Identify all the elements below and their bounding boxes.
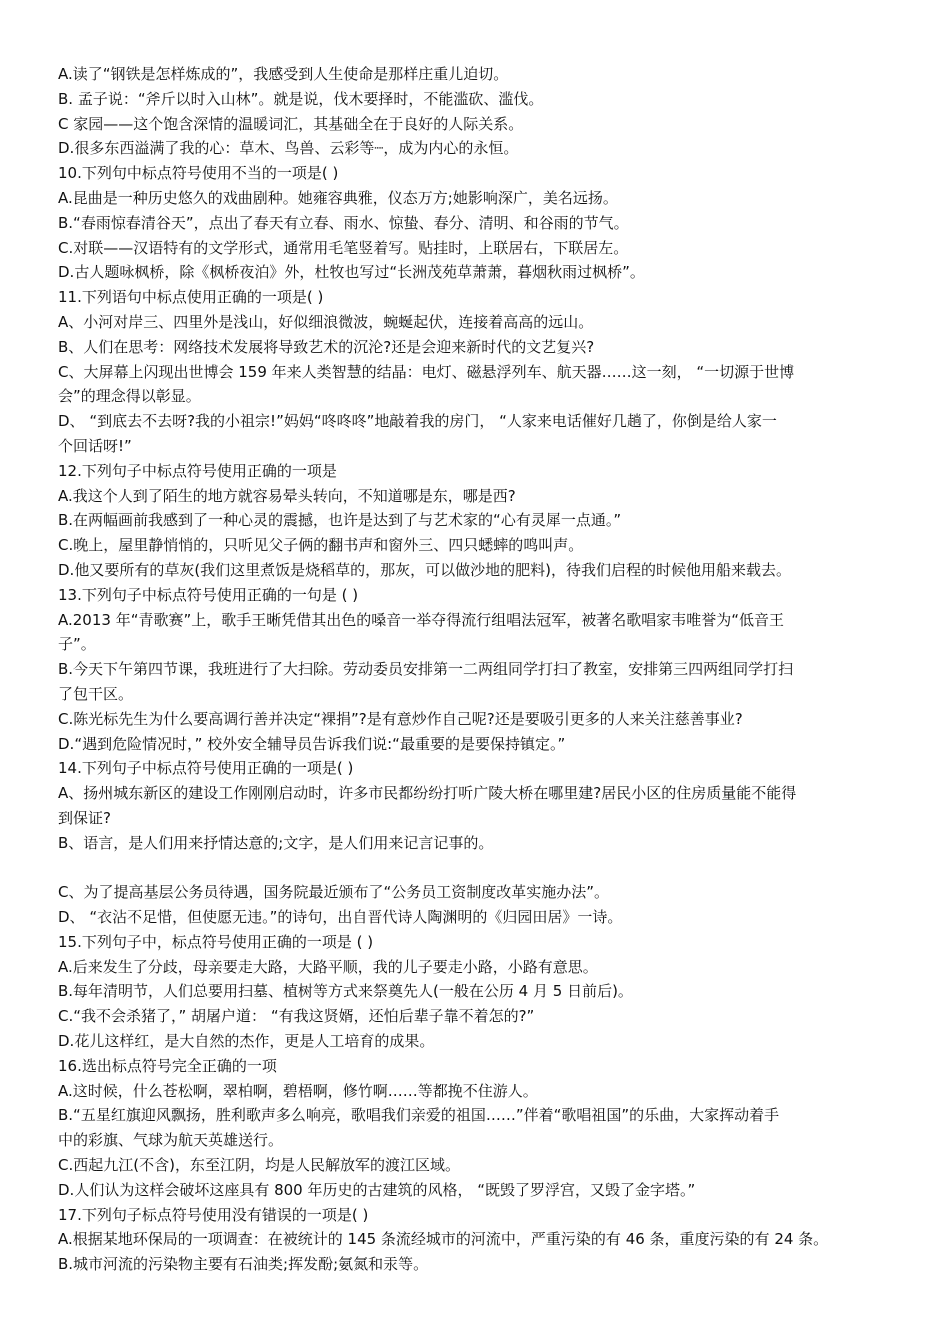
text-line: 中的彩旗、气球为航天英雄送行。 [58, 1131, 284, 1150]
text-line: C 家园——这个饱含深情的温暖词汇，其基础全在于良好的人际关系。 [58, 114, 524, 133]
text-line: A、扬州城东新区的建设工作刚刚启动时，许多市民都纷纷打听广陵大桥在哪里建?居民小区的住房质量能不能得 [58, 784, 797, 803]
text-line: B. 孟子说：“斧斤以时入山林”。就是说，伐木要择时，不能滥砍、滥伐。 [58, 89, 544, 108]
text-line: C.“我不会杀猪了，” 胡屠户道： “有我这贤婿，还怕后辈子靠不着怎的?” [58, 1007, 535, 1026]
question-stem: 17.下列句子标点符号使用没有错误的一项是( ) [58, 1205, 369, 1224]
question-stem: 10.下列句中标点符号使用不当的一项是( ) [58, 164, 339, 183]
question-stem: 16.选出标点符号完全正确的一项 [58, 1056, 277, 1075]
text-line: C.对联——汉语特有的文学形式，通常用毛笔竖着写。贴挂时，上联居右，下联居左。 [58, 238, 629, 257]
question-block-lower [58, 880, 896, 1277]
text-line: 子”。 [58, 635, 96, 654]
text-line: D.很多东西溢满了我的心：草木、鸟兽、云彩等┈，成为内心的永恒。 [58, 139, 519, 158]
question-stem: 14.下列句子中标点符号使用正确的一项是( ) [58, 759, 354, 778]
question-stem: 15.下列句子中，标点符号使用正确的一项是 ( ) [58, 932, 374, 951]
text-line: A、小河对岸三、四里外是浅山，好似细浪微波，蜿蜒起伏，连接着高高的远山。 [58, 312, 594, 331]
text-line: B.城市河流的污染物主要有石油类;挥发酚;氨氮和汞等。 [58, 1255, 429, 1274]
text-line: D.古人题咏枫桥，除《枫桥夜泊》外，杜牧也写过“长洲茂苑草萧萧，暮烟秋雨过枫桥”。 [58, 263, 645, 282]
text-line: 到保证? [58, 808, 111, 827]
text-line: A.我这个人到了陌生的地方就容易晕头转向，不知道哪是东，哪是西? [58, 486, 516, 505]
text-line: A.昆曲是一种历史悠久的戏曲剧种。她雍容典雅，仪态万方;她影响深广，美名远扬。 [58, 188, 618, 207]
text-line: B.“五星红旗迎风飘扬，胜利歌声多么响亮，歌唱我们亲爱的祖国……”伴着“歌唱祖国”的乐曲，大家挥动着手 [58, 1106, 780, 1125]
text-line: A.读了“钢铁是怎样炼成的”，我感受到人生使命是那样庄重儿迫切。 [58, 65, 509, 83]
text-line: A.根据某地环保局的一项调查：在被统计的 145 条流经城市的河流中，严重污染的有 46 条，重度污染的有 24 条。 [58, 1230, 829, 1249]
text-line: C、为了提高基层公务员待遇，国务院最近颁布了“公务员工资制度改革实施办法”。 [58, 883, 610, 902]
question-stem: 11.下列语句中标点使用正确的一项是( ) [58, 288, 324, 307]
text-line: C.陈光标先生为什么要高调行善并决定“裸捐”?是有意炒作自己呢?还是要吸引更多的人来关注慈善事业? [58, 709, 743, 728]
question-stem: 12.下列句子中标点符号使用正确的一项是 [58, 461, 337, 480]
text-line: B、人们在思考：网络技术发展将导致艺术的沉沦?还是会迎来新时代的文艺复兴? [58, 337, 595, 356]
text-line: D.花儿这样红，是大自然的杰作，更是人工培育的成果。 [58, 1032, 435, 1051]
text-line: D.他又要所有的草灰(我们这里煮饭是烧稻草的，那灰，可以做沙地的肥料)，待我们启程的时候他用船来载去。 [58, 560, 792, 579]
question-stem: 13.下列句子中标点符号使用正确的一句是 ( ) [58, 585, 359, 604]
text-line: A.这时候，什么苍松啊，翠柏啊，碧梧啊，修竹啊……等都挽不住游人。 [58, 1081, 538, 1100]
question-block-upper [58, 62, 896, 856]
text-line: D.人们认为这样会破坏这座具有 800 年历史的古建筑的风格， “既毁了罗浮宫，又毁了金字塔。” [58, 1180, 696, 1199]
text-line: B.今天下午第四节课，我班进行了大扫除。劳动委员安排第一二两组同学打扫了教室，安排第三四两组同学打扫 [58, 660, 794, 679]
text-line: A.后来发生了分歧，母亲要走大路，大路平顺，我的儿子要走小路，小路有意思。 [58, 957, 598, 976]
text-line: 个回话呀!” [58, 436, 132, 455]
text-line: 了包干区。 [58, 684, 134, 703]
text-line: D、 “衣沾不足惜，但使愿无违。”的诗句，出自晋代诗人陶渊明的《归园田居》一诗。 [58, 908, 623, 927]
text-line: A.2013 年“青歌赛”上，歌手王晰凭借其出色的嗓音一举夺得流行组唱法冠军，被著名歌唱家韦唯誉为“低音王 [58, 610, 785, 629]
text-line: B.在两幅画前我感到了一种心灵的震撼，也许是达到了与艺术家的“心有灵犀一点通。” [58, 511, 622, 530]
text-line: 会”的理念得以彰显。 [58, 387, 201, 406]
text-line: B.每年清明节，人们总要用扫墓、植树等方式来祭奠先人(一般在公历 4 月 5 日前后)。 [58, 982, 633, 1001]
text-line: D、 “到底去不去呀?我的小祖宗!”妈妈“咚咚咚”地敲着我的房门， “人家来电话催好几趟了，你倒是给人家一 [58, 412, 777, 431]
text-line: C、大屏幕上闪现出世博会 159 年来人类智慧的结晶：电灯、磁悬浮列车、航天器……这一刻， “一切源于世博 [58, 362, 795, 381]
text-line: C.晚上，屋里静悄悄的，只听见父子俩的翻书声和窗外三、四只蟋蟀的鸣叫声。 [58, 536, 584, 555]
text-line: B、语言，是人们用来抒情达意的;文字，是人们用来记言记事的。 [58, 833, 494, 852]
text-line: B.“春雨惊春清谷天”，点出了春天有立春、雨水、惊蛰、春分、清明、和谷雨的节气。 [58, 213, 629, 232]
text-line: D.“遇到危险情况时，” 校外安全辅导员告诉我们说:“最重要的是要保持镇定。” [58, 734, 566, 753]
blank-line [58, 856, 896, 881]
text-line: C.西起九江(不含)，东至江阴，均是人民解放军的渡江区域。 [58, 1156, 460, 1175]
